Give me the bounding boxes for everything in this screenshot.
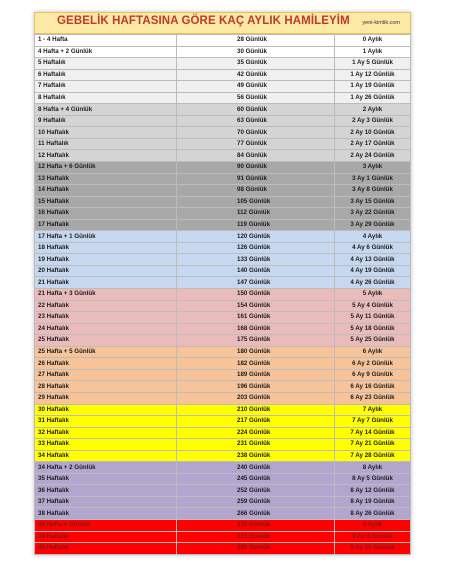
table-row: [35, 519, 411, 531]
months-cell: 6 Ay 2 Günlük: [335, 358, 411, 370]
days-cell: 30 Günlük: [177, 46, 335, 58]
week-cell: 27 Haftalık: [35, 369, 177, 381]
months-cell: 1 Ay 26 Günlük: [335, 92, 411, 104]
months-cell: 8 Ay 19 Günlük: [335, 496, 411, 508]
site-watermark: yeni-kimlik.com: [362, 20, 400, 26]
days-cell: 270 Günlük: [177, 519, 335, 531]
table-row: [35, 173, 411, 185]
table-row: [35, 404, 411, 416]
months-cell: 2 Ay 10 Günlük: [335, 127, 411, 139]
days-cell: 210 Günlük: [177, 404, 335, 416]
days-cell: 98 Günlük: [177, 185, 335, 197]
months-cell: 4 Ay 26 Günlük: [335, 277, 411, 289]
table-row: [35, 531, 411, 543]
table-row: [35, 473, 411, 485]
table-row: [35, 485, 411, 497]
days-cell: 63 Günlük: [177, 115, 335, 127]
days-cell: 161 Günlük: [177, 312, 335, 324]
week-cell: 31 Haftalık: [35, 416, 177, 428]
week-cell: 35 Haftalık: [35, 473, 177, 485]
week-cell: 13 Haftalık: [35, 173, 177, 185]
week-cell: 36 Haftalık: [35, 485, 177, 497]
week-cell: 30 Haftalık: [35, 404, 177, 416]
months-cell: 8 Ay 5 Günlük: [335, 473, 411, 485]
months-cell: 6 Aylık: [335, 346, 411, 358]
months-cell: 9 Aylık: [335, 519, 411, 531]
table-row: [35, 369, 411, 381]
days-cell: 84 Günlük: [177, 150, 335, 162]
months-cell: 3 Ay 1 Günlük: [335, 173, 411, 185]
months-cell: 4 Ay 6 Günlük: [335, 242, 411, 254]
days-cell: 42 Günlük: [177, 69, 335, 81]
months-cell: 1 Ay 5 Günlük: [335, 58, 411, 70]
days-cell: 60 Günlük: [177, 104, 335, 116]
chart-title: GEBELİK HAFTASINA GÖRE KAÇ AYLIK HAMİLEYİM: [57, 15, 350, 27]
months-cell: 4 Aylık: [335, 231, 411, 243]
months-cell: 2 Ay 17 Günlük: [335, 138, 411, 150]
months-cell: 8 Ay 26 Günlük: [335, 508, 411, 520]
week-cell: 11 Haftalık: [35, 138, 177, 150]
days-cell: 180 Günlük: [177, 346, 335, 358]
week-cell: 25 Hafta + 5 Günlük: [35, 346, 177, 358]
days-cell: 266 Günlük: [177, 508, 335, 520]
days-cell: 147 Günlük: [177, 277, 335, 289]
months-cell: 3 Aylık: [335, 162, 411, 174]
table-row: [35, 335, 411, 347]
days-cell: 259 Günlük: [177, 496, 335, 508]
months-cell: 2 Aylık: [335, 104, 411, 116]
table-row: [35, 300, 411, 312]
table-row: [35, 265, 411, 277]
table-row: [35, 358, 411, 370]
table-row: [35, 312, 411, 324]
months-cell: 3 Ay 8 Günlük: [335, 185, 411, 197]
table-row: [35, 346, 411, 358]
table-row: [35, 150, 411, 162]
week-cell: 16 Haftalık: [35, 208, 177, 220]
week-cell: 39 Haftalık: [35, 531, 177, 543]
table-row: [35, 208, 411, 220]
week-cell: 20 Haftalık: [35, 265, 177, 277]
days-cell: 49 Günlük: [177, 81, 335, 93]
week-cell: 34 Hafta + 2 Günlük: [35, 462, 177, 474]
week-cell: 17 Haftalık: [35, 219, 177, 231]
week-cell: 29 Haftalık: [35, 392, 177, 404]
days-cell: 182 Günlük: [177, 358, 335, 370]
days-cell: 35 Günlük: [177, 58, 335, 70]
week-cell: 26 Haftalık: [35, 358, 177, 370]
months-cell: 5 Ay 18 Günlük: [335, 323, 411, 335]
table-row: [35, 219, 411, 231]
days-cell: 126 Günlük: [177, 242, 335, 254]
days-cell: 56 Günlük: [177, 92, 335, 104]
week-cell: 15 Haftalık: [35, 196, 177, 208]
table-row: [35, 35, 411, 47]
months-cell: 1 Ay 12 Günlük: [335, 69, 411, 81]
days-cell: 28 Günlük: [177, 35, 335, 47]
table-row: [35, 323, 411, 335]
months-cell: 7 Aylık: [335, 404, 411, 416]
week-cell: 23 Haftalık: [35, 312, 177, 324]
table-row: [35, 427, 411, 439]
week-cell: 10 Haftalık: [35, 127, 177, 139]
days-cell: 120 Günlük: [177, 231, 335, 243]
table-row: [35, 185, 411, 197]
table-row: [35, 138, 411, 150]
days-cell: 189 Günlük: [177, 369, 335, 381]
week-cell: 21 Hafta + 3 Günlük: [35, 289, 177, 301]
table-row: [35, 381, 411, 393]
table-row: [35, 496, 411, 508]
days-cell: 240 Günlük: [177, 462, 335, 474]
months-cell: 5 Ay 25 Günlük: [335, 335, 411, 347]
months-cell: 7 Ay 14 Günlük: [335, 427, 411, 439]
days-cell: 238 Günlük: [177, 450, 335, 462]
week-cell: 14 Haftalık: [35, 185, 177, 197]
table-row: [35, 439, 411, 451]
week-cell: 22 Haftalık: [35, 300, 177, 312]
table-row: [35, 115, 411, 127]
months-cell: 8 Ay 12 Günlük: [335, 485, 411, 497]
days-cell: 175 Günlük: [177, 335, 335, 347]
days-cell: 70 Günlük: [177, 127, 335, 139]
days-cell: 224 Günlük: [177, 427, 335, 439]
months-cell: 2 Ay 3 Günlük: [335, 115, 411, 127]
table-body: [35, 35, 411, 555]
months-cell: 7 Ay 7 Günlük: [335, 416, 411, 428]
table-row: [35, 162, 411, 174]
months-cell: 7 Ay 21 Günlük: [335, 439, 411, 451]
months-cell: 7 Ay 28 Günlük: [335, 450, 411, 462]
week-cell: 38 Haftalık: [35, 508, 177, 520]
days-cell: 150 Günlük: [177, 289, 335, 301]
table-row: [35, 196, 411, 208]
table-row: [35, 289, 411, 301]
days-cell: 119 Günlük: [177, 219, 335, 231]
week-cell: 5 Haftalık: [35, 58, 177, 70]
week-cell: 12 Haftalık: [35, 150, 177, 162]
months-cell: 5 Aylık: [335, 289, 411, 301]
days-cell: 245 Günlük: [177, 473, 335, 485]
table-row: [35, 104, 411, 116]
months-cell: 5 Ay 11 Günlük: [335, 312, 411, 324]
months-cell: 1 Aylık: [335, 46, 411, 58]
days-cell: 77 Günlük: [177, 138, 335, 150]
days-cell: 154 Günlük: [177, 300, 335, 312]
table-row: [35, 392, 411, 404]
months-cell: 5 Ay 4 Günlük: [335, 300, 411, 312]
months-cell: 6 Ay 16 Günlük: [335, 381, 411, 393]
table-row: [35, 277, 411, 289]
week-cell: 28 Haftalık: [35, 381, 177, 393]
week-cell: 40 Haftalık: [35, 543, 177, 555]
week-cell: 8 Haftalık: [35, 92, 177, 104]
months-cell: 8 Aylık: [335, 462, 411, 474]
week-cell: 12 Hafta + 6 Günlük: [35, 162, 177, 174]
table-row: [35, 231, 411, 243]
months-cell: 3 Ay 22 Günlük: [335, 208, 411, 220]
table-row: [35, 127, 411, 139]
days-cell: 140 Günlük: [177, 265, 335, 277]
table-row: [35, 46, 411, 58]
days-cell: 231 Günlük: [177, 439, 335, 451]
week-cell: 33 Haftalık: [35, 439, 177, 451]
days-cell: 90 Günlük: [177, 162, 335, 174]
table-row: [35, 81, 411, 93]
week-cell: 25 Haftalık: [35, 335, 177, 347]
months-cell: 3 Ay 15 Günlük: [335, 196, 411, 208]
week-cell: 8 Hafta + 4 Günlük: [35, 104, 177, 116]
months-cell: 9 Ay 10 Günlük: [335, 543, 411, 555]
days-cell: 105 Günlük: [177, 196, 335, 208]
table-row: [35, 254, 411, 266]
days-cell: 91 Günlük: [177, 173, 335, 185]
days-cell: 168 Günlük: [177, 323, 335, 335]
months-cell: 0 Aylık: [335, 35, 411, 47]
table-row: [35, 416, 411, 428]
months-cell: 9 Ay 3 Günlük: [335, 531, 411, 543]
pregnancy-week-table: [34, 34, 411, 555]
months-cell: 2 Ay 24 Günlük: [335, 150, 411, 162]
days-cell: 280 Günlük: [177, 543, 335, 555]
week-cell: 34 Haftalık: [35, 450, 177, 462]
months-cell: 6 Ay 9 Günlük: [335, 369, 411, 381]
months-cell: 6 Ay 23 Günlük: [335, 392, 411, 404]
days-cell: 273 Günlük: [177, 531, 335, 543]
week-cell: 19 Haftalık: [35, 254, 177, 266]
days-cell: 252 Günlük: [177, 485, 335, 497]
table-row: [35, 508, 411, 520]
week-cell: 37 Haftalık: [35, 496, 177, 508]
week-cell: 32 Haftalık: [35, 427, 177, 439]
week-cell: 24 Haftalık: [35, 323, 177, 335]
days-cell: 133 Günlük: [177, 254, 335, 266]
week-cell: 17 Hafta + 1 Günlük: [35, 231, 177, 243]
week-cell: 1 - 4 Hafta: [35, 35, 177, 47]
days-cell: 203 Günlük: [177, 392, 335, 404]
week-cell: 7 Haftalık: [35, 81, 177, 93]
days-cell: 196 Günlük: [177, 381, 335, 393]
week-cell: 21 Haftalık: [35, 277, 177, 289]
months-cell: 4 Ay 19 Günlük: [335, 265, 411, 277]
months-cell: 1 Ay 19 Günlük: [335, 81, 411, 93]
week-cell: 6 Haftalık: [35, 69, 177, 81]
week-cell: 18 Haftalık: [35, 242, 177, 254]
table-row: [35, 450, 411, 462]
months-cell: 4 Ay 13 Günlük: [335, 254, 411, 266]
table-row: [35, 58, 411, 70]
table-row: [35, 242, 411, 254]
week-cell: 4 Hafta + 2 Günlük: [35, 46, 177, 58]
table-row: [35, 462, 411, 474]
table-row: [35, 543, 411, 555]
table-row: [35, 92, 411, 104]
week-cell: 9 Haftalık: [35, 115, 177, 127]
table-row: [35, 69, 411, 81]
week-cell: 38 Hafta 4 Günlük: [35, 519, 177, 531]
days-cell: 217 Günlük: [177, 416, 335, 428]
days-cell: 112 Günlük: [177, 208, 335, 220]
pregnancy-chart-sheet: [34, 12, 411, 555]
title-bar: [34, 12, 411, 34]
months-cell: 3 Ay 29 Günlük: [335, 219, 411, 231]
